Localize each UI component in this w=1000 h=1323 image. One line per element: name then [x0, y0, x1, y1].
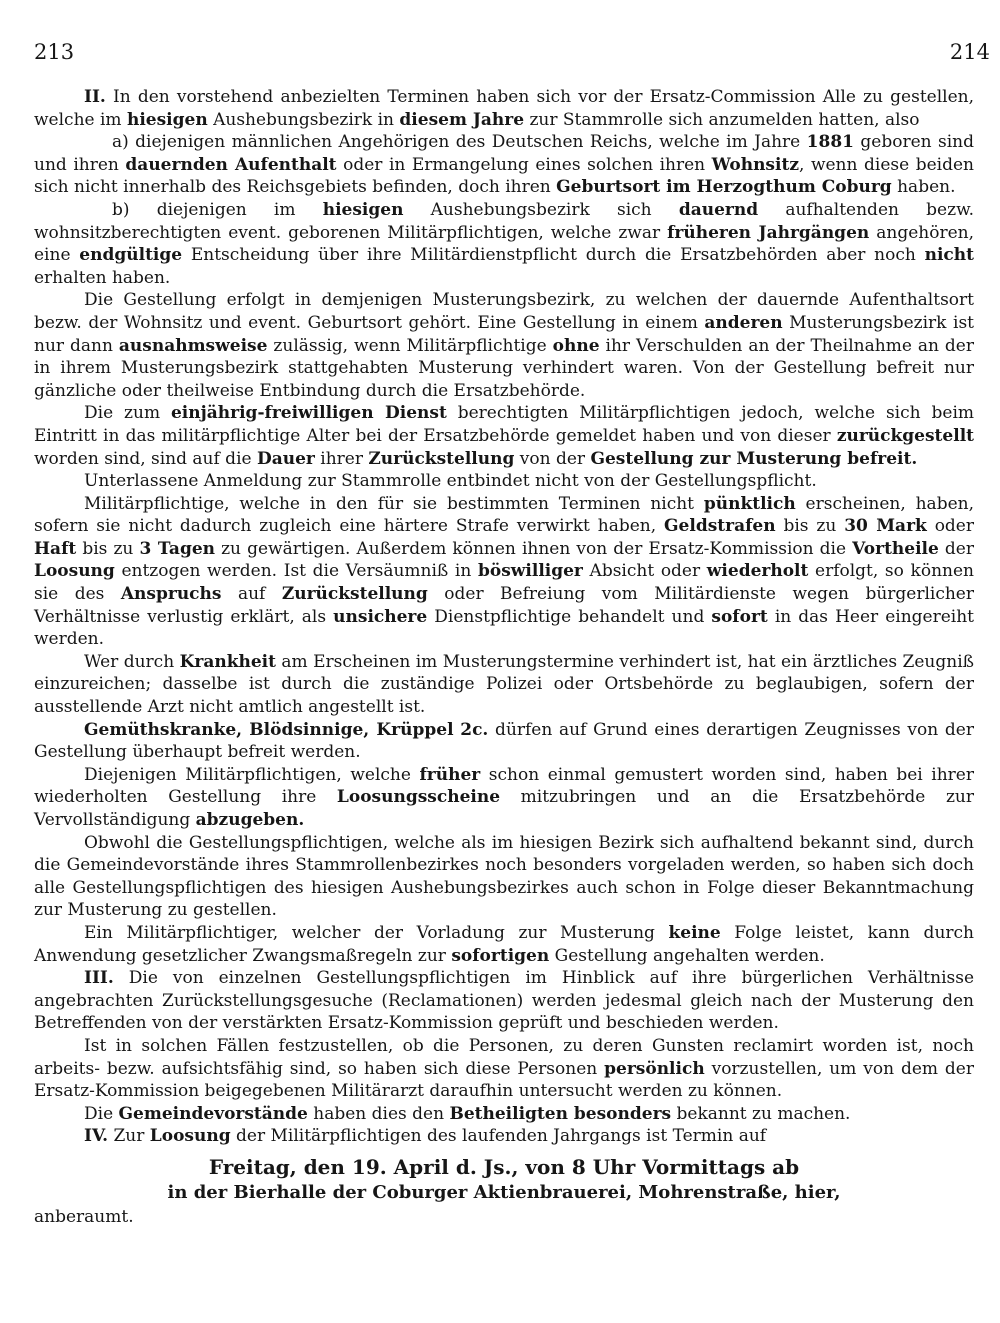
emphasized-text: 30 Mark — [844, 516, 927, 537]
emphasized-text: nicht — [924, 245, 974, 266]
emphasized-text: Zurückstellung — [281, 584, 428, 605]
emphasized-text: früher — [419, 764, 481, 785]
text-run: In den vorstehend anbezielten Terminen haben sich vor der Ersatz-Commission Alle zu gestellen, welche im — [34, 87, 974, 130]
text-run: Absicht oder — [582, 561, 707, 582]
text-run: schon einmal gemustert worden sind, haben bei ihrer wiederholten Gestellung ihre — [34, 764, 974, 808]
text-run: a) diejenigen männlichen Angehörigen des Deutschen Reichs, welche im Jahre — [112, 132, 807, 153]
paragraph — [34, 289, 974, 402]
text-run: Gestellung angehalten werden. — [549, 945, 825, 966]
text-run: Entscheidung über ihre Militärdienstpflicht durch die Ersatzbehörden aber noch — [182, 245, 925, 266]
emphasized-text: Haft — [34, 538, 77, 559]
paragraph — [34, 719, 974, 764]
emphasized-text: wiederholt — [706, 561, 809, 582]
emphasized-text: diesem Jahre — [399, 109, 525, 130]
emphasized-text: hiesigen — [322, 199, 404, 220]
paragraph — [34, 470, 974, 493]
emphasized-text: Wohnsitz — [711, 154, 799, 175]
text-run: Ein Militärpflichtiger, welcher der Vorladung zur Musterung — [84, 922, 669, 943]
text-run: der Militärpflichtigen des laufenden Jahrgangs ist Termin auf — [230, 1126, 767, 1147]
paragraph-text — [34, 87, 974, 130]
paragraph-text — [34, 968, 974, 1033]
text-run: dürfen auf Grund eines derartigen Zeugnisses von der Gestellung überhaupt befreit werden. — [34, 719, 974, 763]
paragraph — [34, 402, 974, 470]
text-run: Militärpflichtige, welche in den für sie bestimmten Terminen nicht — [84, 493, 704, 514]
text-run: , wenn diese beiden sich nicht innerhalb des Reichsgebiets befinden, doch ihren — [34, 154, 975, 198]
text-run: erhalten haben. — [34, 267, 171, 288]
text-run: Aushebungsbezirk in — [207, 109, 400, 130]
text-run: Musterungsbezirk ist nur dann — [34, 312, 974, 356]
text-run: von der — [514, 448, 591, 469]
emphasized-text: anderen — [704, 312, 783, 333]
text-run: Die — [84, 1103, 119, 1124]
text-run: Wer durch — [84, 651, 180, 672]
emphasized-text: Gemeindevorstände — [118, 1103, 308, 1124]
emphasized-text: 1881 — [806, 132, 854, 153]
emphasized-text: Gemüthskranke, Blödsinnige, Krüppel — [84, 719, 454, 740]
text-run: zulässig, wenn Militärpflichtige — [267, 335, 553, 356]
text-run: bis zu — [76, 538, 140, 559]
emphasized-text: keine — [668, 922, 721, 943]
text-run: Die Gestellung erfolgt in demjenigen Musterungsbezirk, zu welchen der dauernde Aufenthaltsort bezw. der Wohnsitz und event. Geburtsort gehört. Eine Gestellung in einem — [34, 290, 974, 333]
emphasized-text: abzugeben. — [195, 810, 305, 830]
emphasized-text: endgültige — [79, 245, 183, 266]
section-2-item-a — [34, 131, 974, 199]
emphasized-text: 3 Tagen — [139, 538, 216, 559]
section-2-item-b — [34, 199, 974, 289]
text-run: am Erscheinen im Musterungstermine verhindert ist, hat ein ärztliches Zeugniß einzureichen; dasselbe ist durch die zuständige Polizei oder Ortsbehörde zu beglaubigen, sofern der ausstellende Arzt nicht amtlich angestellt ist. — [34, 651, 974, 718]
paragraph-text — [114, 1126, 767, 1146]
text-run: zur Stammrolle sich anzumelden hatten, also — [524, 109, 920, 130]
text-run: vorzustellen, um von dem der Ersatz-Kommission beigegebenen Militärarzt daraufhin untersucht werden zu können. — [34, 1058, 974, 1102]
text-run: worden sind, sind auf die — [34, 448, 257, 469]
emphasized-text: Vortheile — [852, 538, 939, 559]
emphasized-text: pünktlich — [703, 493, 796, 514]
page-number-right: 214 — [949, 40, 990, 64]
text-run: Unterlassene Anmeldung zur Stammrolle entbindet nicht von der Gestellungspflicht. — [84, 471, 817, 492]
emphasized-text: Zurückstellung — [368, 448, 515, 469]
emphasized-text: einjährig-freiwilligen Dienst — [170, 403, 447, 424]
emphasized-text: dauernd — [678, 199, 759, 220]
section-number: II. — [84, 87, 106, 107]
emphasized-text: früheren Jahrgängen — [667, 222, 870, 243]
text-run: mitzubringen und an die Ersatzbehörde zur Vervollständigung — [34, 787, 974, 830]
text-run: zu gewärtigen. Außerdem können ihnen von der Ersatz-Kommission die — [215, 538, 853, 559]
emphasized-text: böswilliger — [477, 561, 583, 582]
emphasized-text: sofort — [711, 606, 768, 627]
emphasized-text: Loosung — [34, 561, 115, 582]
section-number: III. — [84, 968, 114, 989]
text-run: ihr Verschulden an der Theilnahme an der in ihrem Musterungsbezirk stattgehabten Musterung verhindert waren. Von der Gestellung befreit nur gänzliche oder theilweise Entbindung durch die Ersatzbehörde. — [34, 335, 974, 401]
text-run: berechtigten Militärpflichtigen jedoch, welche sich beim Eintritt in das militärpflichtige Alter bei der Ersatzbehörde gemeldet haben und von dieser — [34, 403, 974, 446]
section-4-intro — [34, 1125, 974, 1148]
document-body — [34, 86, 974, 1229]
emphasized-text: Anspruchs — [120, 584, 222, 605]
emphasized-text: unsichere — [333, 606, 428, 627]
emphasized-text: hiesigen — [126, 109, 208, 130]
text-run: Aushebungsbezirk sich — [403, 199, 679, 220]
location-announcement: in der Bierhalle der Coburger Aktienbrauerei, Mohrenstraße, hier, — [167, 1181, 841, 1203]
text-run: haben dies den — [307, 1103, 450, 1124]
page-number-left: 213 — [34, 40, 75, 64]
section-2-intro — [34, 86, 974, 131]
text-run: b) diejenigen im — [112, 199, 323, 220]
emphasized-text: ohne — [552, 335, 600, 356]
section-3-intro — [34, 967, 974, 1035]
text-run: Zur — [113, 1126, 150, 1147]
emphasized-text: zurückgestellt — [836, 425, 974, 446]
section-number: IV. — [84, 1126, 109, 1147]
text-run: angehören, eine — [34, 222, 974, 266]
paragraph — [34, 832, 974, 922]
text-run: erscheinen, haben, sofern sie nicht dadurch zugleich eine härtere Strafe verwirkt haben, — [34, 493, 974, 537]
text-run: Diejenigen Militärpflichtigen, welche — [84, 764, 420, 785]
text-run: Die von einzelnen Gestellungspflichtigen im Hinblick auf ihre bürgerlichen Verhältnisse angebrachten Zurückstellungsgesuche (Reclamationen) werden jedesmal gleich nach der Musterung den Betreffenden von der verstärkten Ersatz-Kommission geprüft und beschieden werden. — [34, 968, 975, 1034]
text-run: Obwohl die Gestellungspflichtigen, welche als im hiesigen Bezirk sich aufhaltend bekannt sind, durch die Gemeindevorstände ihres Stammrollenbezirkes noch besonders vorgeladen werden, so haben sich doch alle Gestellungspflichtigen des hiesigen Aushebungsbezirkes auch schon in Folge dieser Bekanntmachung zur Musterung zu gestellen. — [34, 832, 974, 921]
emphasized-text: Loosungsscheine — [336, 787, 501, 808]
emphasized-text: Geburtsort im Herzogthum Coburg — [556, 177, 892, 198]
text-run: Dienstpflichtige behandelt und — [427, 606, 712, 627]
emphasized-text: Betheiligten besonders — [449, 1103, 672, 1124]
text-run: erfolgt, so können sie des — [34, 561, 974, 605]
text-run: haben. — [891, 177, 956, 198]
emphasized-text: Krankheit — [179, 651, 276, 672]
emphasized-text: persönlich — [604, 1058, 705, 1079]
paragraph — [34, 493, 974, 651]
text-run: oder Befreiung vom Militärdienste wegen bürgerlicher Verhältnisse verlustig erklärt, als — [34, 584, 974, 627]
text-run: geboren sind und ihren — [34, 132, 974, 175]
text-run: oder — [926, 516, 974, 537]
text-run: der — [938, 538, 974, 559]
date-announcement: Freitag, den 19. April d. Js., von 8 Uhr Vormittags ab — [208, 1154, 800, 1179]
emphasized-text: 2c. — [460, 719, 489, 740]
text-run: aufhaltenden bezw. wohnsitzberechtigten event. geborenen Militärpflichtigen, welche zwar — [34, 199, 975, 243]
emphasized-text: Geldstrafen — [664, 516, 776, 537]
paragraph — [34, 1035, 974, 1103]
text-run: entzogen werden. Ist die Versäumniß in — [114, 561, 478, 582]
text-run: in das Heer eingereiht werden. — [34, 606, 974, 650]
paragraph — [34, 651, 974, 719]
text-run: oder in Ermangelung eines solchen ihren — [336, 154, 712, 175]
text-run: bekannt zu machen. — [671, 1103, 851, 1124]
emphasized-text: Loosung — [149, 1126, 231, 1147]
text-run: Folge leistet, kann durch Anwendung gesetzlicher Zwangsmaßregeln zur — [34, 922, 974, 966]
emphasized-text: dauernden Aufenthalt — [125, 154, 337, 175]
text-run: Die zum — [84, 403, 171, 424]
emphasized-text: ausnahmsweise — [118, 335, 268, 356]
paragraph — [34, 1103, 974, 1126]
paragraph — [34, 764, 974, 832]
text-run: bis zu — [775, 516, 845, 537]
text-run: auf — [221, 584, 282, 605]
text-run: Ist in solchen Fällen festzustellen, ob die Personen, zu deren Gunsten reclamirt worden ist, noch arbeits- bezw. aufsichtsfähig sind, so haben sich diese Personen — [34, 1035, 974, 1079]
emphasized-text: Dauer — [256, 448, 315, 469]
closing-word: anberaumt. — [34, 1206, 134, 1227]
emphasized-text: sofortigen — [451, 945, 550, 966]
text-run: ihrer — [314, 448, 369, 469]
emphasized-text: Gestellung zur Musterung befreit. — [590, 448, 918, 469]
paragraph — [34, 922, 974, 967]
